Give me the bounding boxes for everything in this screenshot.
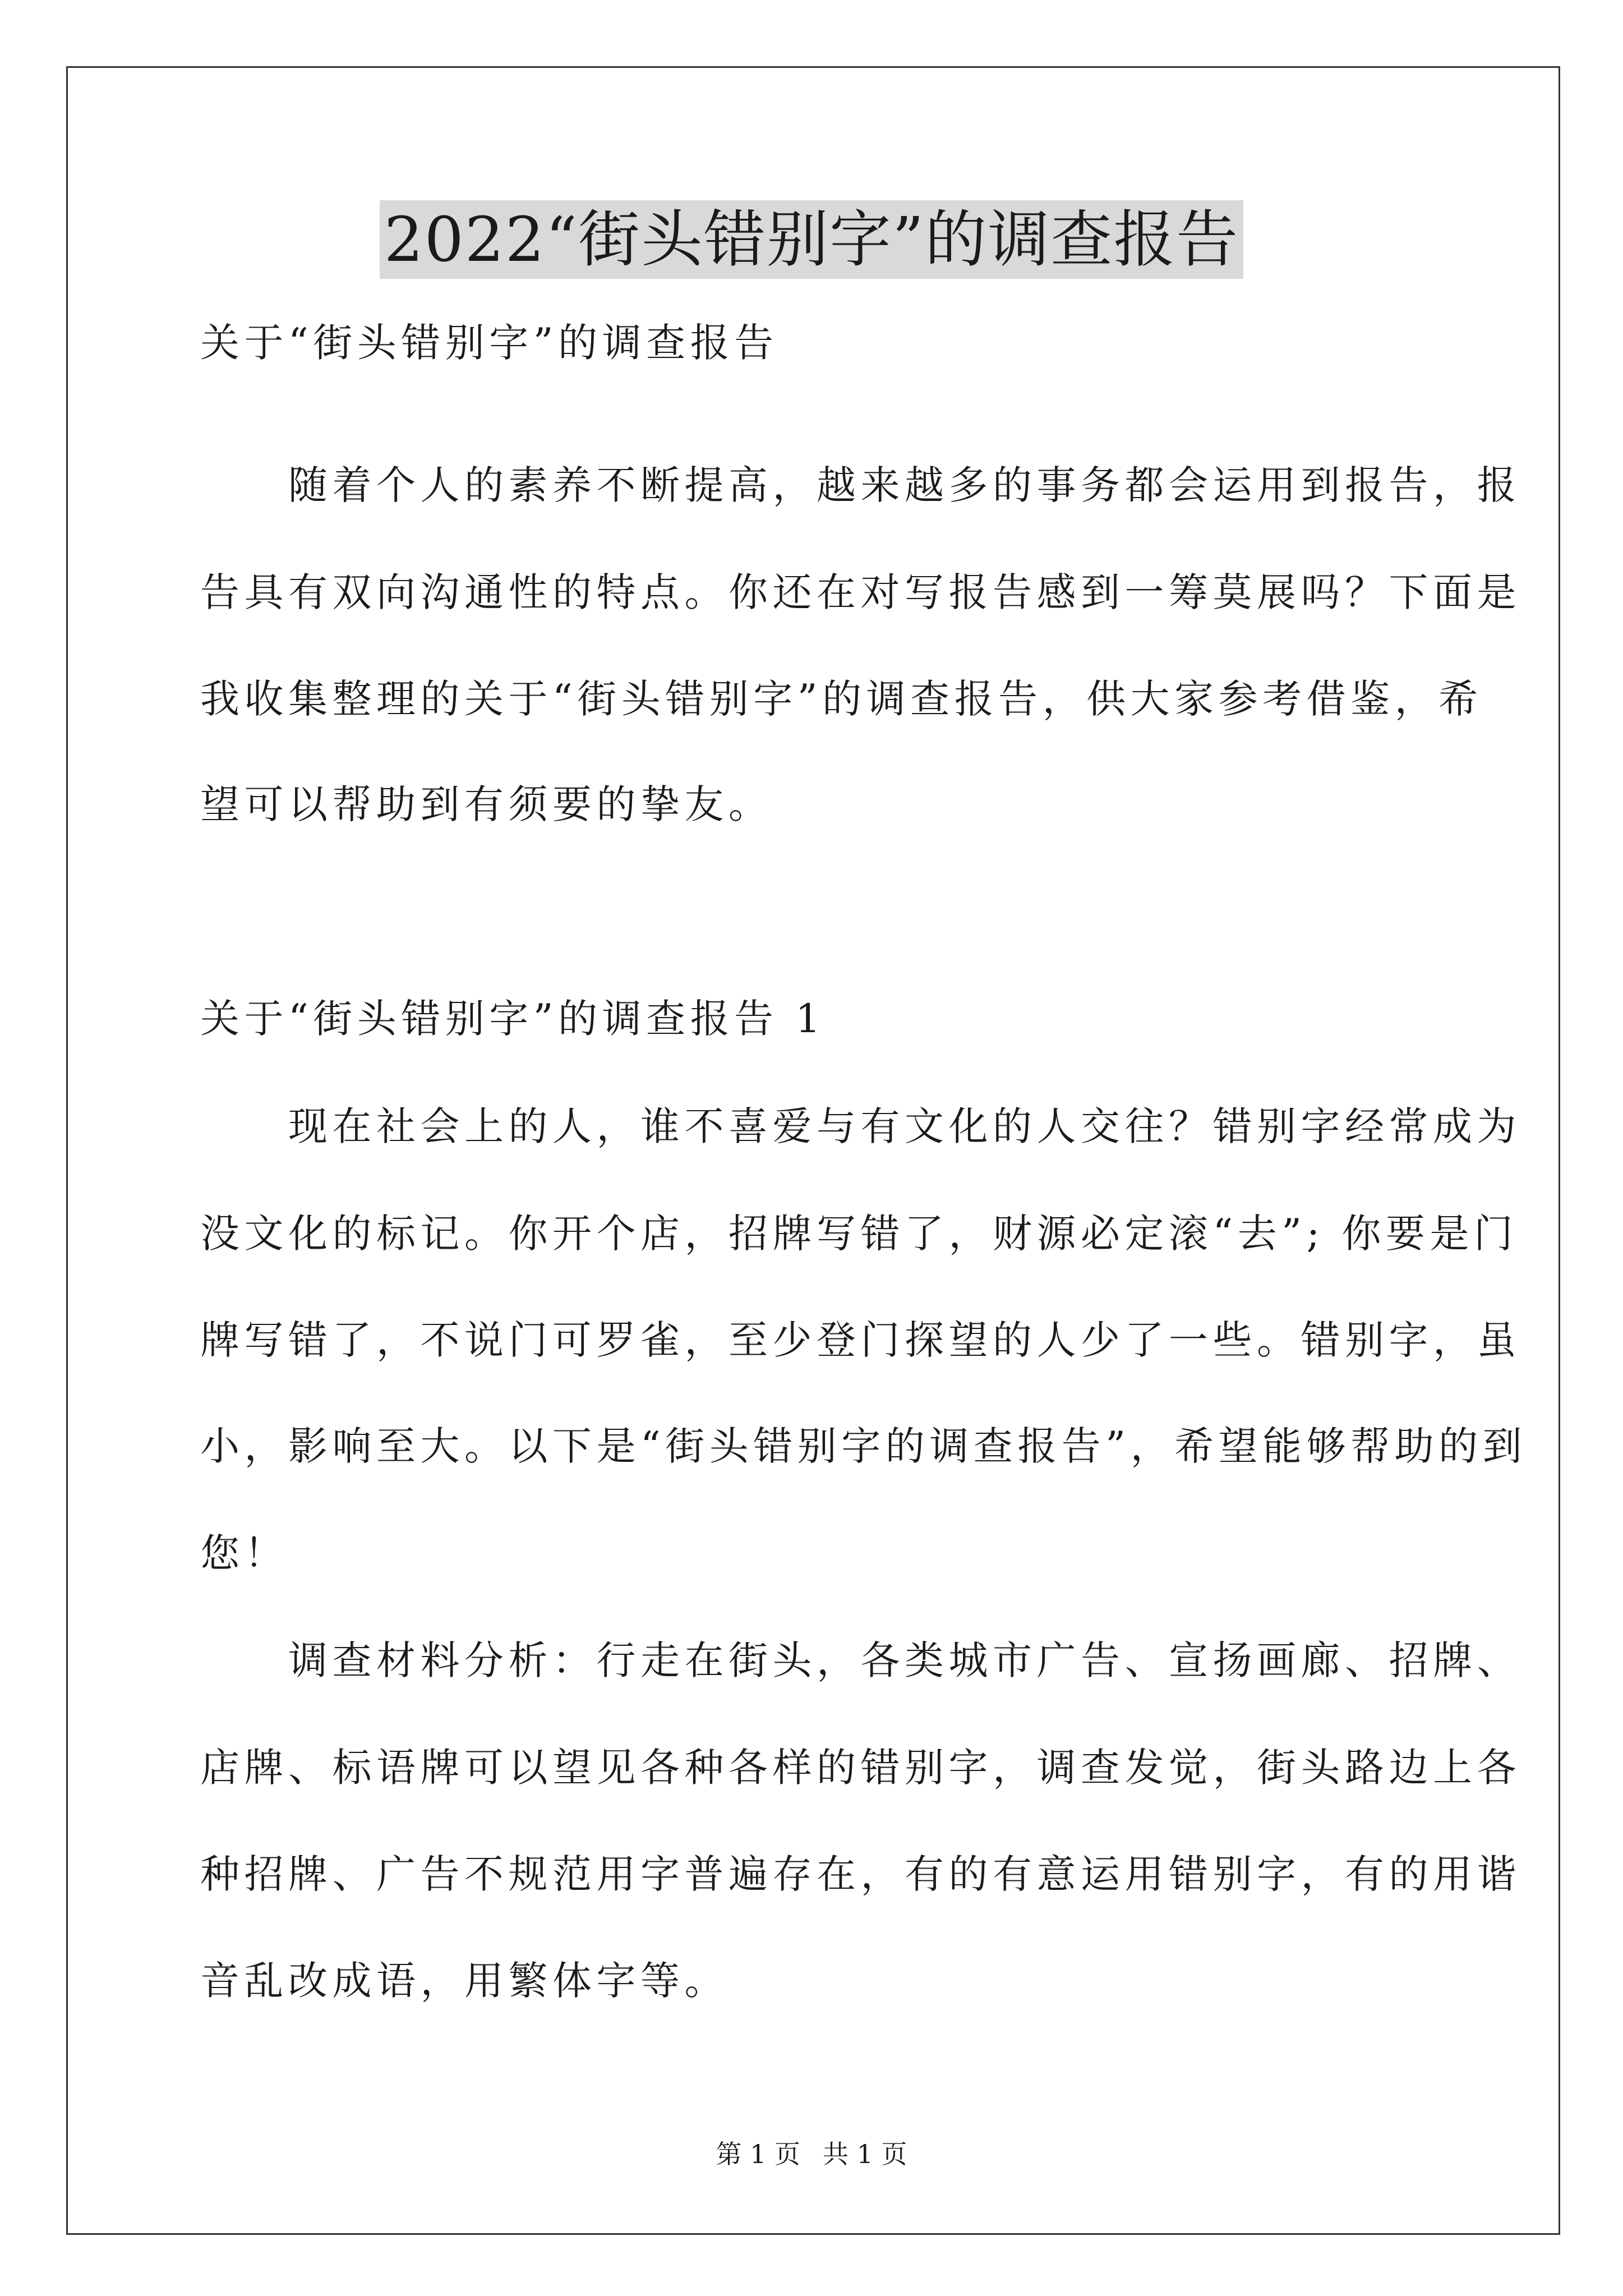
paragraph-line: 种招牌、广告不规范用字普遍存在，有的有意运用错别字，有的用谐 [200,1851,1521,1897]
paragraph-line: 牌写错了，不说门可罗雀，至少登门探望的人少了一些。错别字，虽 [200,1317,1521,1363]
paragraph-line: 望可以帮助到有须要的挚友。 [200,781,773,827]
paragraph-line: 告具有双向沟通性的特点。你还在对写报告感到一筹莫展吗？下面是 [200,569,1521,615]
paragraph-line: 现在社会上的人，谁不喜爱与有文化的人交往？错别字经常成为 [200,1103,1521,1149]
paragraph-line: 关于“街头错别字”的调查报告 [200,320,778,366]
paragraph-line: 我收集整理的关于“街头错别字”的调查报告，供大家参考借鉴，希 [200,676,1483,722]
paragraph-line: 店牌、标语牌可以望见各种各样的错别字，调查发觉，街头路边上各 [200,1745,1521,1791]
page-footer [0,2137,1623,2171]
page-number: 第 1 页 [716,2139,800,2169]
page-total: 共 1 页 [823,2139,907,2169]
paragraph-line: 没文化的标记。你开个店，招牌写错了，财源必定滚“去”; 你要是门 [200,1211,1518,1257]
title-wrap [0,200,1623,279]
paragraph-line: 您！ [200,1530,288,1576]
section-heading: 关于“街头错别字”的调查报告 1 [200,996,826,1042]
paragraph-line: 小，影响至大。以下是“街头错别字的调查报告”，希望能够帮助的到 [200,1423,1527,1469]
paragraph-line: 随着个人的素养不断提高，越来越多的事务都会运用到报告，报 [200,462,1521,508]
paragraph-line: 调查材料分析：行走在街头，各类城市广告、宣扬画廊、招牌、 [200,1637,1521,1683]
paragraph-line: 音乱改成语，用繁体字等。 [200,1958,728,2004]
document-title: 2022“街头错别字”的调查报告 [380,200,1243,279]
